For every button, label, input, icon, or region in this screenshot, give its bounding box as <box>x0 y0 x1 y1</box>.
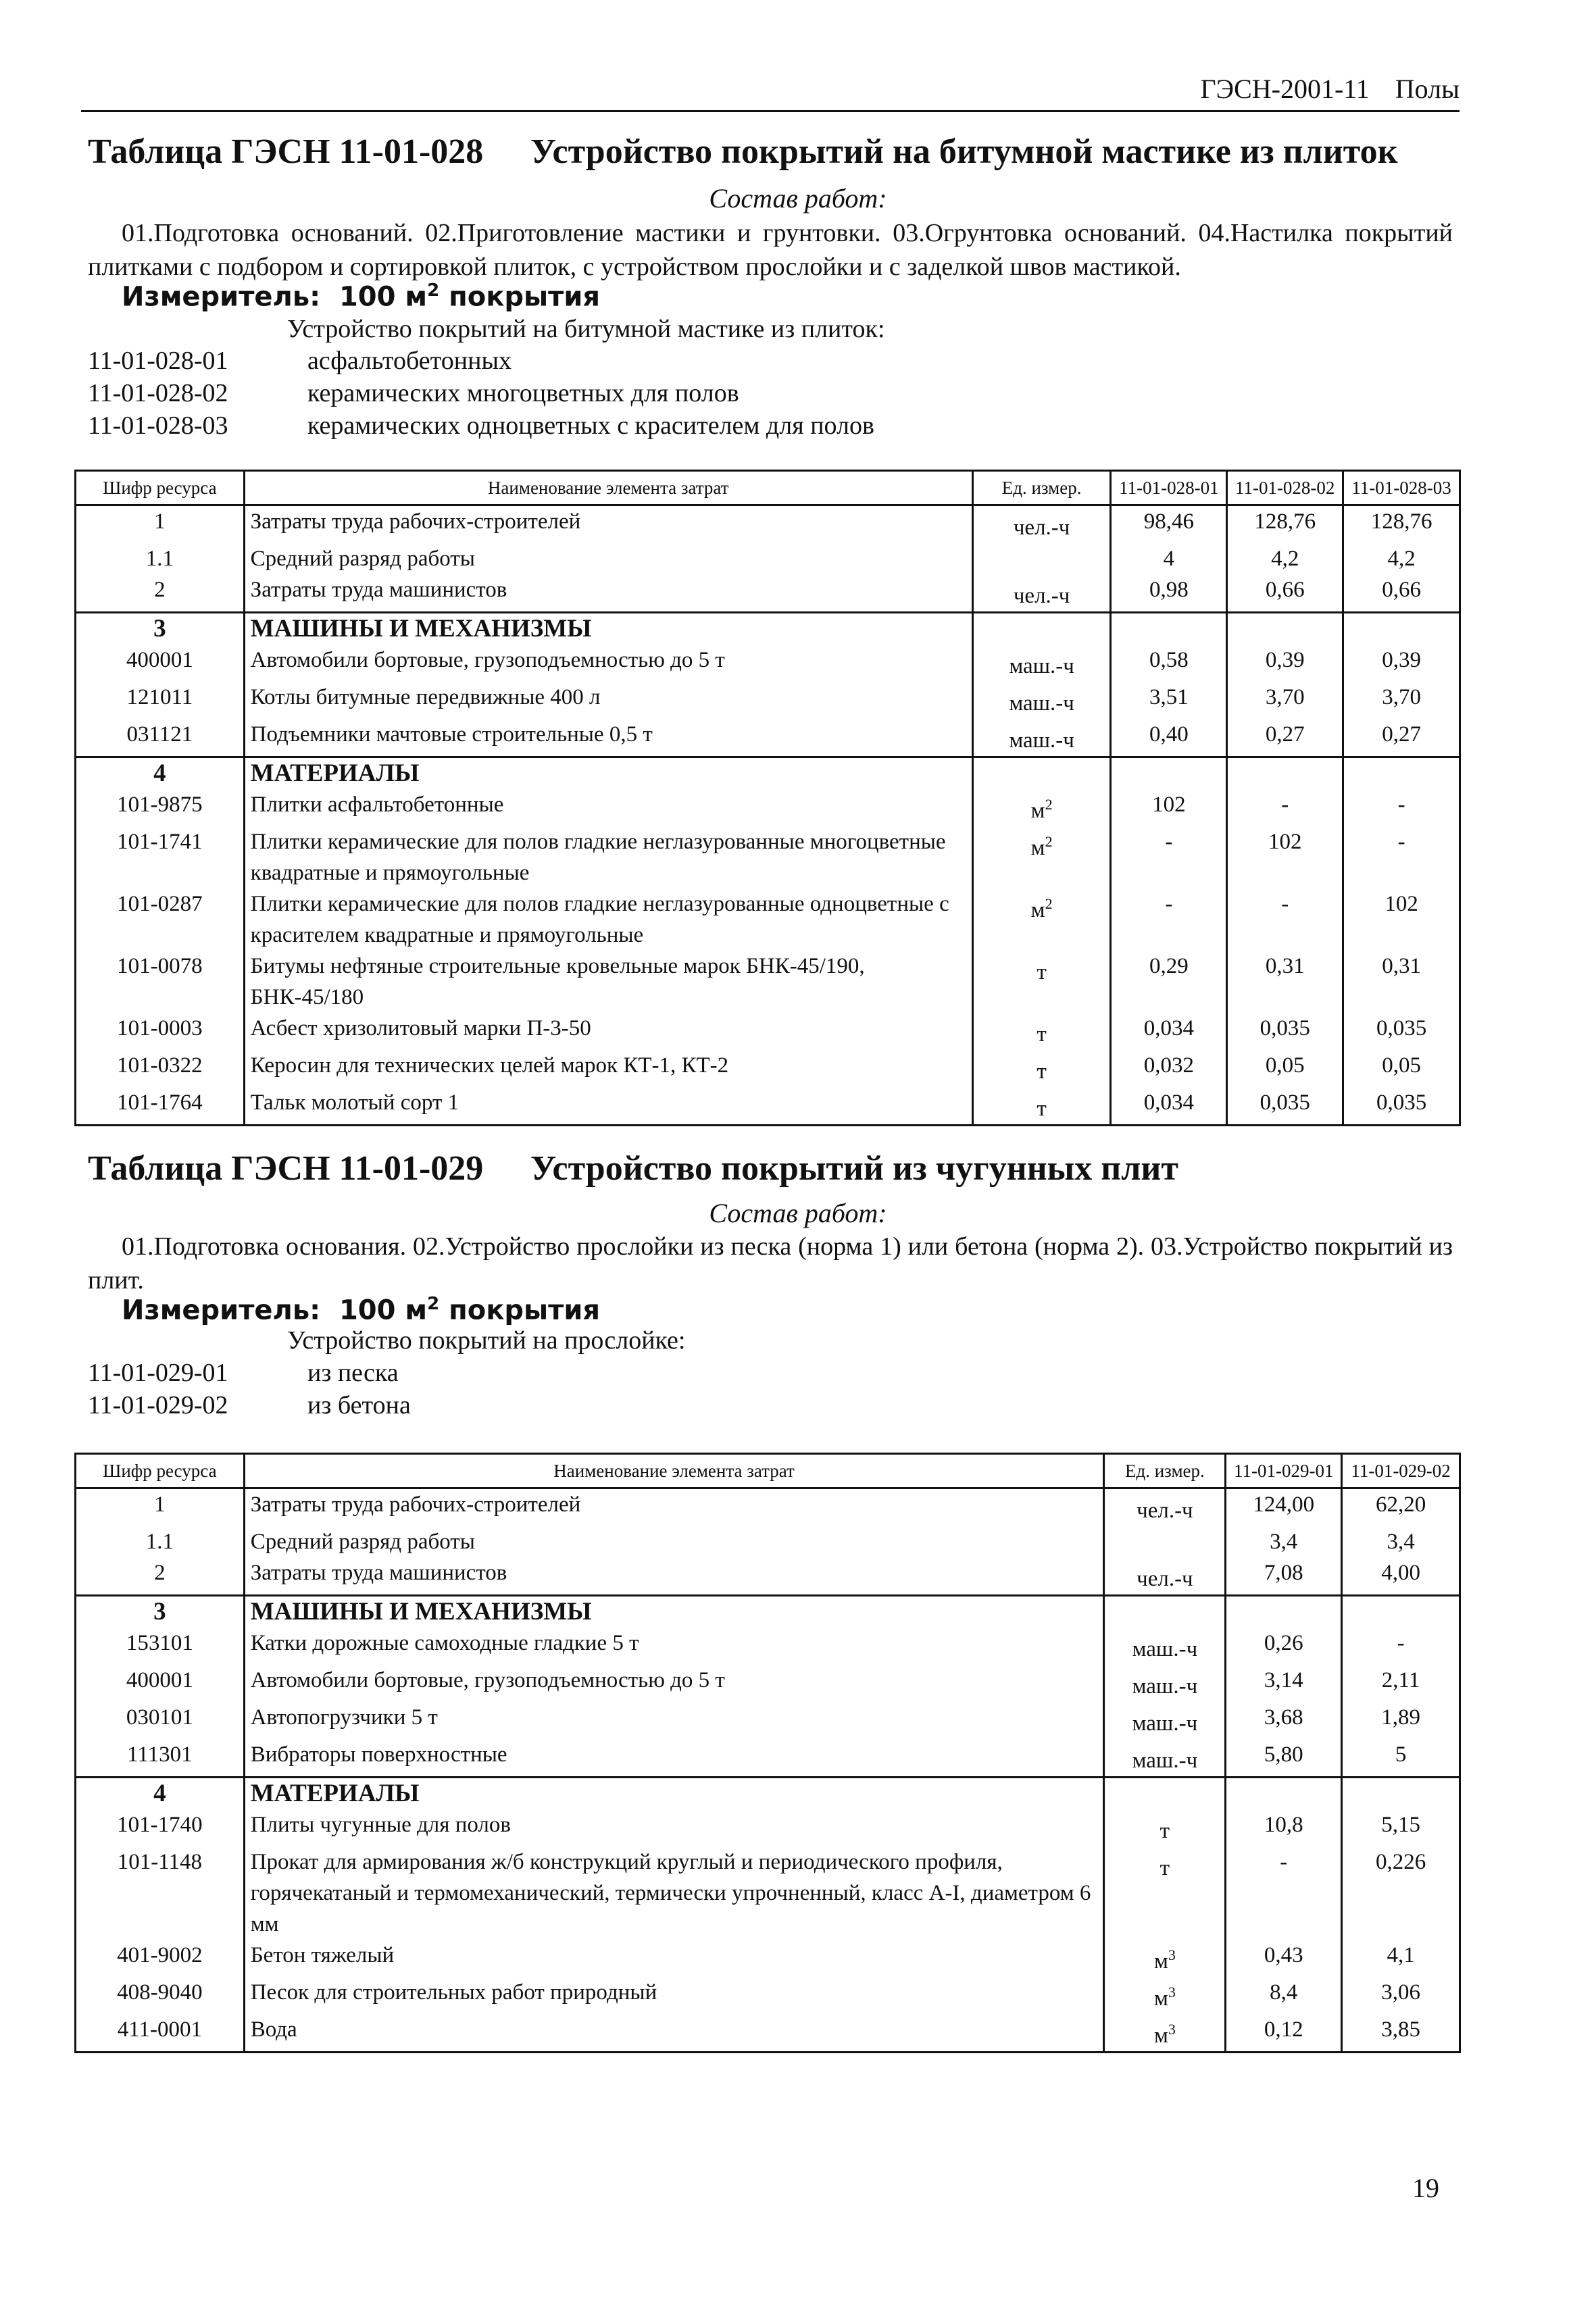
unit-text: м <box>1153 2023 1168 2048</box>
table-row <box>76 789 1460 826</box>
table1-header-row <box>76 471 1460 505</box>
table-row <box>76 1526 1460 1557</box>
cell-value: 102 <box>1111 789 1227 826</box>
col-norm-2: 11-01-029-02 <box>1342 1454 1460 1488</box>
cell-value: 0,034 <box>1111 1013 1227 1050</box>
cell-name: Котлы битумные передвижные 400 л <box>244 682 972 719</box>
cell-name: Плитки асфальтобетонные <box>244 789 972 826</box>
table-row <box>76 1013 1460 1050</box>
unit-sup: 3 <box>1168 1984 1176 2001</box>
cell-code: 031121 <box>76 719 245 757</box>
cell-value: 0,05 <box>1343 1050 1460 1087</box>
unit-text: маш.-ч <box>1009 654 1074 678</box>
cell-unit <box>1104 1628 1226 1665</box>
table-row <box>76 1488 1460 1527</box>
table-row <box>76 1702 1460 1739</box>
cell-name: Прокат для армирования ж/б конструкций круглый и периодического профиля, горячекатаный и термомеханический, термически упрочненный, класс А-I, диаметром 6 мм <box>244 1846 1104 1940</box>
cell-name: Песок для строительных работ природный <box>244 1977 1104 2014</box>
cell-name: Автомобили бортовые, грузоподъемностью до 5 т <box>244 645 972 682</box>
cell-value: 0,26 <box>1226 1628 1342 1665</box>
cell-value: 0,27 <box>1227 719 1343 757</box>
cell-value: 3,68 <box>1226 1702 1342 1739</box>
table2-heading <box>88 1149 1466 1188</box>
cell-value: 4,00 <box>1342 1557 1460 1596</box>
page-number: 19 <box>1412 2173 1439 2203</box>
cell-value: 0,226 <box>1342 1846 1460 1940</box>
cell-name: Керосин для технических целей марок КТ-1, КТ-2 <box>244 1050 972 1087</box>
unit-text: т <box>1037 1022 1047 1047</box>
unit-text: т <box>1159 1856 1170 1880</box>
cell-unit <box>972 826 1111 888</box>
cell-name: Битумы нефтяные строительные кровельные марок БНК-45/190, БНК-45/180 <box>244 951 972 1013</box>
cell-value: - <box>1111 888 1227 951</box>
col-code: Шифр ресурса <box>76 1454 245 1488</box>
table-row <box>76 1557 1460 1596</box>
cell-unit <box>972 505 1111 544</box>
table-section-row <box>76 757 1460 790</box>
cell-value: 0,12 <box>1226 2014 1342 2053</box>
cell-value: 0,66 <box>1343 574 1460 613</box>
unit-text: м <box>1030 836 1045 860</box>
norm-text: керамических одноцветных с красителем для полов <box>307 411 874 440</box>
cell-name: Плитки керамические для полов гладкие неглазурованные многоцветные квадратные и прямоугольные <box>244 826 972 888</box>
unit-text: м <box>1153 1949 1168 1973</box>
cell-value <box>1226 1596 1342 1628</box>
cell-value: 0,43 <box>1226 1940 1342 1977</box>
meter-sup: 2 <box>427 1294 440 1314</box>
norm-item <box>88 1390 411 1420</box>
norm-text: асфальтобетонных <box>307 347 512 375</box>
cell-unit <box>972 543 1111 574</box>
cell-value: - <box>1343 789 1460 826</box>
cell-name: Плитки керамические для полов гладкие неглазурованные одноцветные с красителем квадратные и прямоугольные <box>244 888 972 951</box>
cell-unit <box>972 574 1111 613</box>
cell-unit <box>1104 1846 1226 1940</box>
cell-code: 1.1 <box>76 543 245 574</box>
col-norm-1: 11-01-028-01 <box>1111 471 1227 505</box>
cell-code: 2 <box>76 574 245 613</box>
cell-name: Катки дорожные самоходные гладкие 5 т <box>244 1628 1104 1665</box>
norm-code: 11-01-028-02 <box>88 379 228 407</box>
cell-value <box>1342 1778 1460 1810</box>
cell-value: 0,31 <box>1227 951 1343 1013</box>
cell-value: - <box>1227 888 1343 951</box>
cell-code: 1 <box>76 1488 245 1527</box>
cell-name: Средний разряд работы <box>244 1526 1104 1557</box>
cell-name: Автомобили бортовые, грузоподъемностью до 5 т <box>244 1665 1104 1702</box>
meter-sup: 2 <box>427 280 440 301</box>
cell-value: 0,032 <box>1111 1050 1227 1087</box>
unit-text: маш.-ч <box>1009 691 1074 715</box>
cell-value: 1,89 <box>1342 1702 1460 1739</box>
cell-unit <box>1104 1977 1226 2014</box>
cell-value: 4,1 <box>1342 1940 1460 1977</box>
cell-name: Затраты труда машинистов <box>244 1557 1104 1596</box>
table2-works-label: Состав работ: <box>709 1198 887 1228</box>
meter-value: 100 м <box>339 281 428 313</box>
cell-value: 3,51 <box>1111 682 1227 719</box>
unit-text: чел.-ч <box>1013 584 1070 608</box>
cell-value: 3,14 <box>1226 1665 1342 1702</box>
cell-unit <box>1104 1739 1226 1778</box>
cell-code: 411-0001 <box>76 2014 245 2053</box>
cell-value: - <box>1343 826 1460 888</box>
cell-code: 3 <box>76 1596 245 1628</box>
unit-text: чел.-ч <box>1137 1567 1193 1591</box>
col-unit: Ед. измер. <box>972 471 1111 505</box>
unit-sup: 2 <box>1045 833 1053 850</box>
table2-norm-intro: Устройство покрытий на прослойке: <box>287 1326 686 1355</box>
table-row <box>76 574 1460 613</box>
cell-value: 98,46 <box>1111 505 1227 544</box>
cell-code: 101-0287 <box>76 888 245 951</box>
cell-value: 7,08 <box>1226 1557 1342 1596</box>
cell-value: 102 <box>1343 888 1460 951</box>
table-row <box>76 1087 1460 1126</box>
cell-value: 4,2 <box>1343 543 1460 574</box>
cell-code: 408-9040 <box>76 1977 245 2014</box>
cell-name: Затраты труда рабочих-строителей <box>244 505 972 544</box>
cell-unit <box>1104 1557 1226 1596</box>
cell-value: 5 <box>1342 1739 1460 1778</box>
unit-text: т <box>1037 1097 1047 1121</box>
cell-value: - <box>1342 1628 1460 1665</box>
meter-rest: покрытия <box>439 281 601 313</box>
cell-code: 101-1764 <box>76 1087 245 1126</box>
table-row <box>76 682 1460 719</box>
cell-value: 0,39 <box>1227 645 1343 682</box>
cell-name: Затраты труда машинистов <box>244 574 972 613</box>
cell-value: 0,39 <box>1343 645 1460 682</box>
cell-unit <box>972 789 1111 826</box>
cell-unit <box>972 757 1111 790</box>
table2-resources <box>74 1453 1461 2053</box>
cell-unit <box>972 645 1111 682</box>
table-row <box>76 2014 1460 2053</box>
cell-unit <box>1104 1596 1226 1628</box>
cell-code: 101-1148 <box>76 1846 245 1940</box>
cell-name: Бетон тяжелый <box>244 1940 1104 1977</box>
cell-value: 3,70 <box>1227 682 1343 719</box>
meter-rest: покрытия <box>439 1294 601 1326</box>
norm-code: 11-01-029-02 <box>88 1391 228 1419</box>
col-norm-2: 11-01-028-02 <box>1227 471 1343 505</box>
cell-value: - <box>1227 789 1343 826</box>
unit-text: т <box>1037 960 1047 984</box>
cell-unit <box>972 951 1111 1013</box>
unit-text: т <box>1037 1059 1047 1084</box>
table-row <box>76 826 1460 888</box>
cell-unit <box>1104 1488 1226 1527</box>
norm-text: из песка <box>307 1359 399 1387</box>
unit-text: чел.-ч <box>1013 515 1070 540</box>
table-section-row <box>76 1596 1460 1628</box>
col-code: Шифр ресурса <box>76 471 245 505</box>
cell-value: 0,29 <box>1111 951 1227 1013</box>
cell-value: 3,4 <box>1226 1526 1342 1557</box>
cell-code: 101-0078 <box>76 951 245 1013</box>
norm-item <box>88 378 739 408</box>
cell-name: Вибраторы поверхностные <box>244 1739 1104 1778</box>
table-row <box>76 543 1460 574</box>
table-row <box>76 719 1460 757</box>
table-row <box>76 888 1460 951</box>
cell-value: 128,76 <box>1227 505 1343 544</box>
cell-value: 0,035 <box>1227 1087 1343 1126</box>
cell-unit <box>1104 1702 1226 1739</box>
table1-works: 01.Подготовка оснований. 02.Приготовление мастики и грунтовки. 03.Огрунтовка оснований. 04.Настилка покрытий плитками с подбором и сортировкой плиток, с устройством прослойки и с заделкой швов мастикой. <box>88 219 1453 281</box>
cell-code: 1.1 <box>76 1526 245 1557</box>
table1-meter <box>122 280 600 312</box>
unit-text: чел.-ч <box>1137 1499 1193 1523</box>
table2-header-row <box>76 1454 1460 1488</box>
cell-name: Автопогрузчики 5 т <box>244 1702 1104 1739</box>
norm-text: из бетона <box>307 1391 411 1419</box>
cell-unit <box>972 613 1111 645</box>
cell-value <box>1343 613 1460 645</box>
cell-value: 124,00 <box>1226 1488 1342 1527</box>
cell-name: Тальк молотый сорт 1 <box>244 1087 972 1126</box>
unit-text: м <box>1030 799 1045 823</box>
unit-text: маш.-ч <box>1132 1711 1198 1736</box>
cell-code: 101-0322 <box>76 1050 245 1087</box>
cell-unit <box>972 682 1111 719</box>
table1-code: Таблица ГЭСН 11-01-028 <box>88 132 484 171</box>
cell-value: 3,06 <box>1342 1977 1460 2014</box>
norm-code: 11-01-028-01 <box>88 347 228 375</box>
table2-code: Таблица ГЭСН 11-01-029 <box>88 1149 484 1188</box>
unit-text: маш.-ч <box>1132 1674 1198 1699</box>
table-row <box>76 1628 1460 1665</box>
cell-value: 3,70 <box>1343 682 1460 719</box>
header-doc: ГЭСН-2001-11 <box>1200 74 1370 104</box>
cell-unit <box>1104 1778 1226 1810</box>
cell-value: 0,034 <box>1111 1087 1227 1126</box>
cell-value: 4 <box>1111 543 1227 574</box>
cell-value <box>1343 757 1460 790</box>
cell-value <box>1342 1596 1460 1628</box>
cell-value <box>1111 613 1227 645</box>
table-row <box>76 645 1460 682</box>
col-name: Наименование элемента затрат <box>244 471 972 505</box>
cell-value: 8,4 <box>1226 1977 1342 2014</box>
cell-code: 1 <box>76 505 245 544</box>
cell-value: 0,27 <box>1343 719 1460 757</box>
cell-value: - <box>1111 826 1227 888</box>
cell-value: 4,2 <box>1227 543 1343 574</box>
table-row <box>76 1977 1460 2014</box>
col-unit: Ед. измер. <box>1104 1454 1226 1488</box>
cell-unit <box>1104 1526 1226 1557</box>
unit-text: т <box>1159 1819 1170 1843</box>
cell-value: 102 <box>1227 826 1343 888</box>
cell-code: 401-9002 <box>76 1940 245 1977</box>
norm-code: 11-01-029-01 <box>88 1359 228 1387</box>
cell-unit <box>1104 1665 1226 1702</box>
cell-value <box>1227 613 1343 645</box>
unit-text: м <box>1030 898 1045 922</box>
cell-name: Асбест хризолитовый марки П-3-50 <box>244 1013 972 1050</box>
cell-name: Плиты чугунные для полов <box>244 1809 1104 1846</box>
cell-code: 400001 <box>76 645 245 682</box>
col-norm-3: 11-01-028-03 <box>1343 471 1460 505</box>
cell-value: - <box>1226 1846 1342 1940</box>
table1-resources <box>74 470 1461 1126</box>
cell-name: Затраты труда рабочих-строителей <box>244 1488 1104 1527</box>
running-header <box>81 73 1460 112</box>
cell-name: МАШИНЫ И МЕХАНИЗМЫ <box>244 613 972 645</box>
cell-value: 0,58 <box>1111 645 1227 682</box>
table-row <box>76 1809 1460 1846</box>
table-row <box>76 1940 1460 1977</box>
cell-code: 101-1741 <box>76 826 245 888</box>
norm-item <box>88 411 874 441</box>
cell-unit <box>972 1087 1111 1126</box>
cell-value: 3,85 <box>1342 2014 1460 2053</box>
cell-value: 0,31 <box>1343 951 1460 1013</box>
unit-text: маш.-ч <box>1132 1637 1198 1661</box>
cell-name: МАТЕРИАЛЫ <box>244 757 972 790</box>
cell-unit <box>972 719 1111 757</box>
meter-value: 100 м <box>339 1294 428 1326</box>
cell-value: 2,11 <box>1342 1665 1460 1702</box>
table1-works-label: Состав работ: <box>709 183 887 213</box>
cell-value: 0,05 <box>1227 1050 1343 1087</box>
cell-name: Средний разряд работы <box>244 543 972 574</box>
cell-value: 62,20 <box>1342 1488 1460 1527</box>
cell-code: 4 <box>76 1778 245 1810</box>
cell-value <box>1226 1778 1342 1810</box>
table-row <box>76 1739 1460 1778</box>
col-name: Наименование элемента затрат <box>244 1454 1104 1488</box>
cell-value: 128,76 <box>1343 505 1460 544</box>
meter-label: Измеритель: <box>122 1294 321 1326</box>
cell-name: Подъемники мачтовые строительные 0,5 т <box>244 719 972 757</box>
cell-unit <box>1104 2014 1226 2053</box>
cell-value: 0,66 <box>1227 574 1343 613</box>
table2-meter <box>122 1294 600 1326</box>
cell-value: 0,035 <box>1343 1013 1460 1050</box>
cell-code: 101-9875 <box>76 789 245 826</box>
norm-text: керамических многоцветных для полов <box>307 379 739 407</box>
cell-code: 4 <box>76 757 245 790</box>
cell-unit <box>972 1050 1111 1087</box>
cell-value: 0,98 <box>1111 574 1227 613</box>
cell-value <box>1227 757 1343 790</box>
cell-code: 2 <box>76 1557 245 1596</box>
cell-name: МАШИНЫ И МЕХАНИЗМЫ <box>244 1596 1104 1628</box>
unit-sup: 3 <box>1168 1946 1176 1963</box>
unit-text: маш.-ч <box>1009 728 1074 753</box>
norm-code: 11-01-028-03 <box>88 411 228 440</box>
cell-unit <box>1104 1809 1226 1846</box>
cell-value: 3,4 <box>1342 1526 1460 1557</box>
cell-value <box>1111 757 1227 790</box>
cell-code: 400001 <box>76 1665 245 1702</box>
cell-name: МАТЕРИАЛЫ <box>244 1778 1104 1810</box>
cell-unit <box>972 1013 1111 1050</box>
cell-code: 153101 <box>76 1628 245 1665</box>
table-row <box>76 951 1460 1013</box>
unit-text: маш.-ч <box>1132 1749 1198 1773</box>
unit-sup: 2 <box>1045 796 1053 813</box>
meter-label: Измеритель: <box>122 281 321 313</box>
cell-unit <box>972 888 1111 951</box>
cell-unit <box>1104 1940 1226 1977</box>
cell-value: 10,8 <box>1226 1809 1342 1846</box>
table2-works: 01.Подготовка основания. 02.Устройство прослойки из песка (норма 1) или бетона (норма 2). 03.Устройство покрытий из плит. <box>88 1232 1453 1294</box>
unit-sup: 2 <box>1045 895 1053 912</box>
table-section-row <box>76 613 1460 645</box>
cell-code: 030101 <box>76 1702 245 1739</box>
norm-item <box>88 1358 399 1388</box>
cell-value: 5,80 <box>1226 1739 1342 1778</box>
unit-sup: 3 <box>1168 2021 1176 2038</box>
cell-code: 121011 <box>76 682 245 719</box>
table1-title: Устройство покрытий на битумной мастике из плиток <box>530 132 1398 171</box>
cell-value: 5,15 <box>1342 1809 1460 1846</box>
cell-code: 3 <box>76 613 245 645</box>
table2-title: Устройство покрытий из чугунных плит <box>530 1149 1178 1188</box>
cell-value: 0,035 <box>1227 1013 1343 1050</box>
table-row <box>76 1665 1460 1702</box>
cell-code: 101-1740 <box>76 1809 245 1846</box>
cell-value: 0,035 <box>1343 1087 1460 1126</box>
cell-name: Вода <box>244 2014 1104 2053</box>
cell-value: 0,40 <box>1111 719 1227 757</box>
cell-code: 111301 <box>76 1739 245 1778</box>
table-section-row <box>76 1778 1460 1810</box>
table1-heading <box>88 132 1466 172</box>
table-row <box>76 1846 1460 1940</box>
unit-text: м <box>1153 1986 1168 2011</box>
col-norm-1: 11-01-029-01 <box>1226 1454 1342 1488</box>
cell-code: 101-0003 <box>76 1013 245 1050</box>
table-row <box>76 1050 1460 1087</box>
table1-norm-intro: Устройство покрытий на битумной мастике из плиток: <box>287 315 885 343</box>
table-row <box>76 505 1460 544</box>
header-section: Полы <box>1395 74 1460 104</box>
norm-item <box>88 346 512 376</box>
